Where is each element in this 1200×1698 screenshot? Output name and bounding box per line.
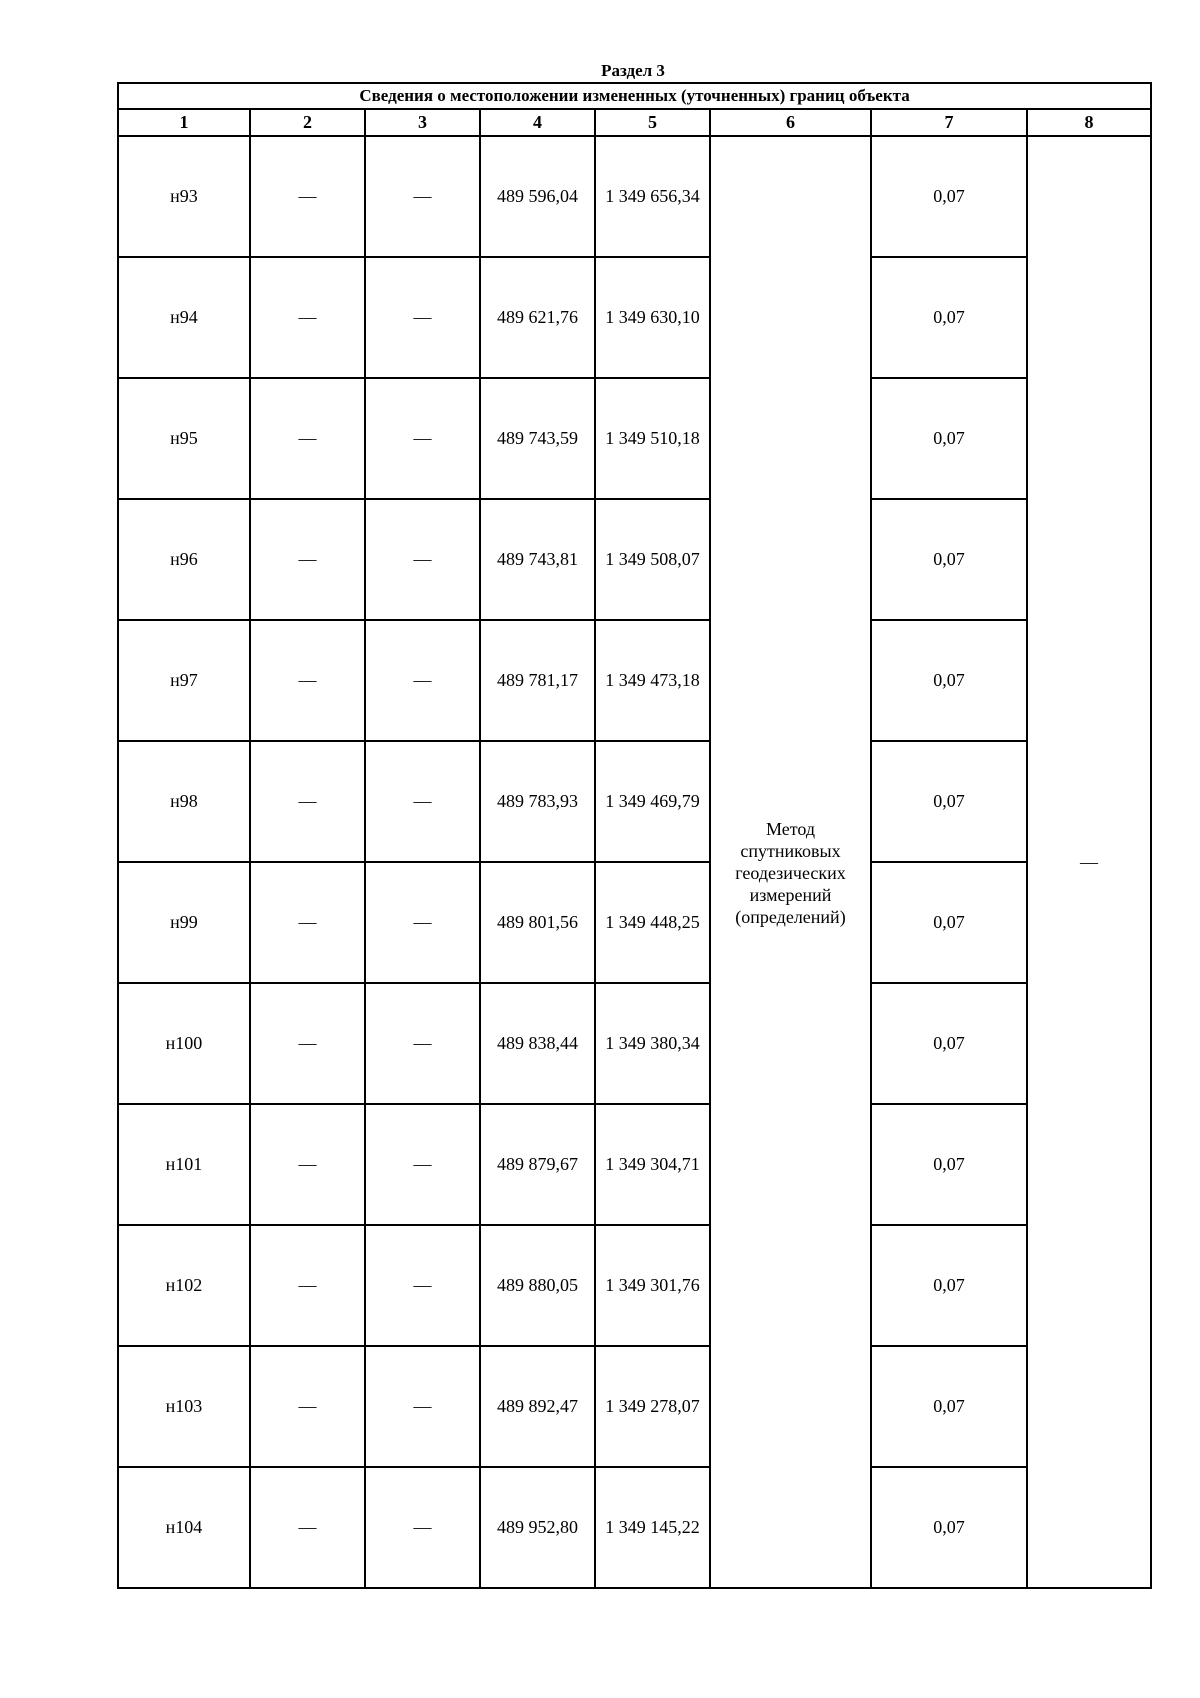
point-number-cell: н103 [118, 1346, 250, 1467]
coordinate-y-cell: 1 349 301,76 [595, 1225, 710, 1346]
point-number-cell: н96 [118, 499, 250, 620]
coordinate-x-cell: 489 838,44 [480, 983, 595, 1104]
column-2-cell: — [250, 378, 365, 499]
coordinate-x-cell: 489 801,56 [480, 862, 595, 983]
coordinate-y-cell: 1 349 278,07 [595, 1346, 710, 1467]
column-number: 8 [1027, 109, 1151, 136]
column-2-cell: — [250, 136, 365, 257]
point-number-cell: н101 [118, 1104, 250, 1225]
method-line: (определений) [735, 907, 846, 927]
table-row [118, 862, 1151, 983]
point-number-cell: н94 [118, 257, 250, 378]
column-7-cell: 0,07 [871, 620, 1027, 741]
column-number: 1 [118, 109, 250, 136]
column-3-cell: — [365, 983, 480, 1104]
column-3-cell: — [365, 378, 480, 499]
coordinate-x-cell: 489 621,76 [480, 257, 595, 378]
coordinate-x-cell: 489 781,17 [480, 620, 595, 741]
column-8-merged-cell: — [1027, 136, 1151, 1588]
point-number-cell: н95 [118, 378, 250, 499]
column-number: 6 [710, 109, 871, 136]
column-number: 7 [871, 109, 1027, 136]
table-row [118, 136, 1151, 257]
coordinate-y-cell: 1 349 510,18 [595, 378, 710, 499]
column-number: 5 [595, 109, 710, 136]
method-line: геодезических [735, 863, 846, 883]
column-3-cell: — [365, 499, 480, 620]
coordinate-y-cell: 1 349 630,10 [595, 257, 710, 378]
method-line: измерений [749, 885, 832, 905]
boundary-points-table [117, 82, 1152, 1589]
column-7-cell: 0,07 [871, 862, 1027, 983]
coordinate-x-cell: 489 743,81 [480, 499, 595, 620]
column-7-cell: 0,07 [871, 378, 1027, 499]
table-row [118, 499, 1151, 620]
column-7-cell: 0,07 [871, 1346, 1027, 1467]
column-7-cell: 0,07 [871, 136, 1027, 257]
coordinate-x-cell: 489 596,04 [480, 136, 595, 257]
coordinate-x-cell: 489 879,67 [480, 1104, 595, 1225]
column-3-cell: — [365, 136, 480, 257]
point-number-cell: н100 [118, 983, 250, 1104]
coordinate-x-cell: 489 743,59 [480, 378, 595, 499]
column-7-cell: 0,07 [871, 257, 1027, 378]
column-3-cell: — [365, 620, 480, 741]
column-3-cell: — [365, 1104, 480, 1225]
column-7-cell: 0,07 [871, 1104, 1027, 1225]
column-2-cell: — [250, 1467, 365, 1588]
table-caption: Сведения о местоположении измененных (уточненных) границ объекта [118, 83, 1151, 109]
table-row [118, 620, 1151, 741]
method-cell [710, 136, 871, 1588]
column-number: 4 [480, 109, 595, 136]
table-row [118, 378, 1151, 499]
column-3-cell: — [365, 741, 480, 862]
method-line: спутниковых [740, 841, 841, 861]
coordinate-y-cell: 1 349 304,71 [595, 1104, 710, 1225]
column-3-cell: — [365, 1467, 480, 1588]
point-number-cell: н98 [118, 741, 250, 862]
table-row [118, 983, 1151, 1104]
table-row [118, 1346, 1151, 1467]
coordinate-x-cell: 489 783,93 [480, 741, 595, 862]
coordinate-y-cell: 1 349 448,25 [595, 862, 710, 983]
column-3-cell: — [365, 257, 480, 378]
method-line: Метод [765, 819, 816, 839]
column-2-cell: — [250, 257, 365, 378]
column-2-cell: — [250, 1225, 365, 1346]
column-7-cell: 0,07 [871, 1467, 1027, 1588]
table-row [118, 741, 1151, 862]
column-2-cell: — [250, 862, 365, 983]
column-3-cell: — [365, 1225, 480, 1346]
table-row [118, 257, 1151, 378]
coordinate-y-cell: 1 349 508,07 [595, 499, 710, 620]
column-2-cell: — [250, 983, 365, 1104]
coordinate-y-cell: 1 349 145,22 [595, 1467, 710, 1588]
point-number-cell: н97 [118, 620, 250, 741]
point-number-cell: н104 [118, 1467, 250, 1588]
column-number: 3 [365, 109, 480, 136]
point-number-cell: н102 [118, 1225, 250, 1346]
column-7-cell: 0,07 [871, 741, 1027, 862]
point-number-cell: н93 [118, 136, 250, 257]
column-7-cell: 0,07 [871, 499, 1027, 620]
column-2-cell: — [250, 1346, 365, 1467]
column-number: 2 [250, 109, 365, 136]
column-2-cell: — [250, 1104, 365, 1225]
coordinate-y-cell: 1 349 656,34 [595, 136, 710, 257]
column-2-cell: — [250, 620, 365, 741]
column-7-cell: 0,07 [871, 1225, 1027, 1346]
coordinate-y-cell: 1 349 473,18 [595, 620, 710, 741]
coordinate-y-cell: 1 349 380,34 [595, 983, 710, 1104]
coordinate-x-cell: 489 952,80 [480, 1467, 595, 1588]
column-3-cell: — [365, 1346, 480, 1467]
column-3-cell: — [365, 862, 480, 983]
table-row [118, 1104, 1151, 1225]
table-row [118, 1467, 1151, 1588]
coordinate-y-cell: 1 349 469,79 [595, 741, 710, 862]
table-row [118, 1225, 1151, 1346]
coordinate-x-cell: 489 892,47 [480, 1346, 595, 1467]
point-number-cell: н99 [118, 862, 250, 983]
column-2-cell: — [250, 741, 365, 862]
column-number-row [118, 109, 1151, 136]
column-7-cell: 0,07 [871, 983, 1027, 1104]
coordinate-x-cell: 489 880,05 [480, 1225, 595, 1346]
section-title: Раздел 3 [601, 61, 665, 80]
column-2-cell: — [250, 499, 365, 620]
